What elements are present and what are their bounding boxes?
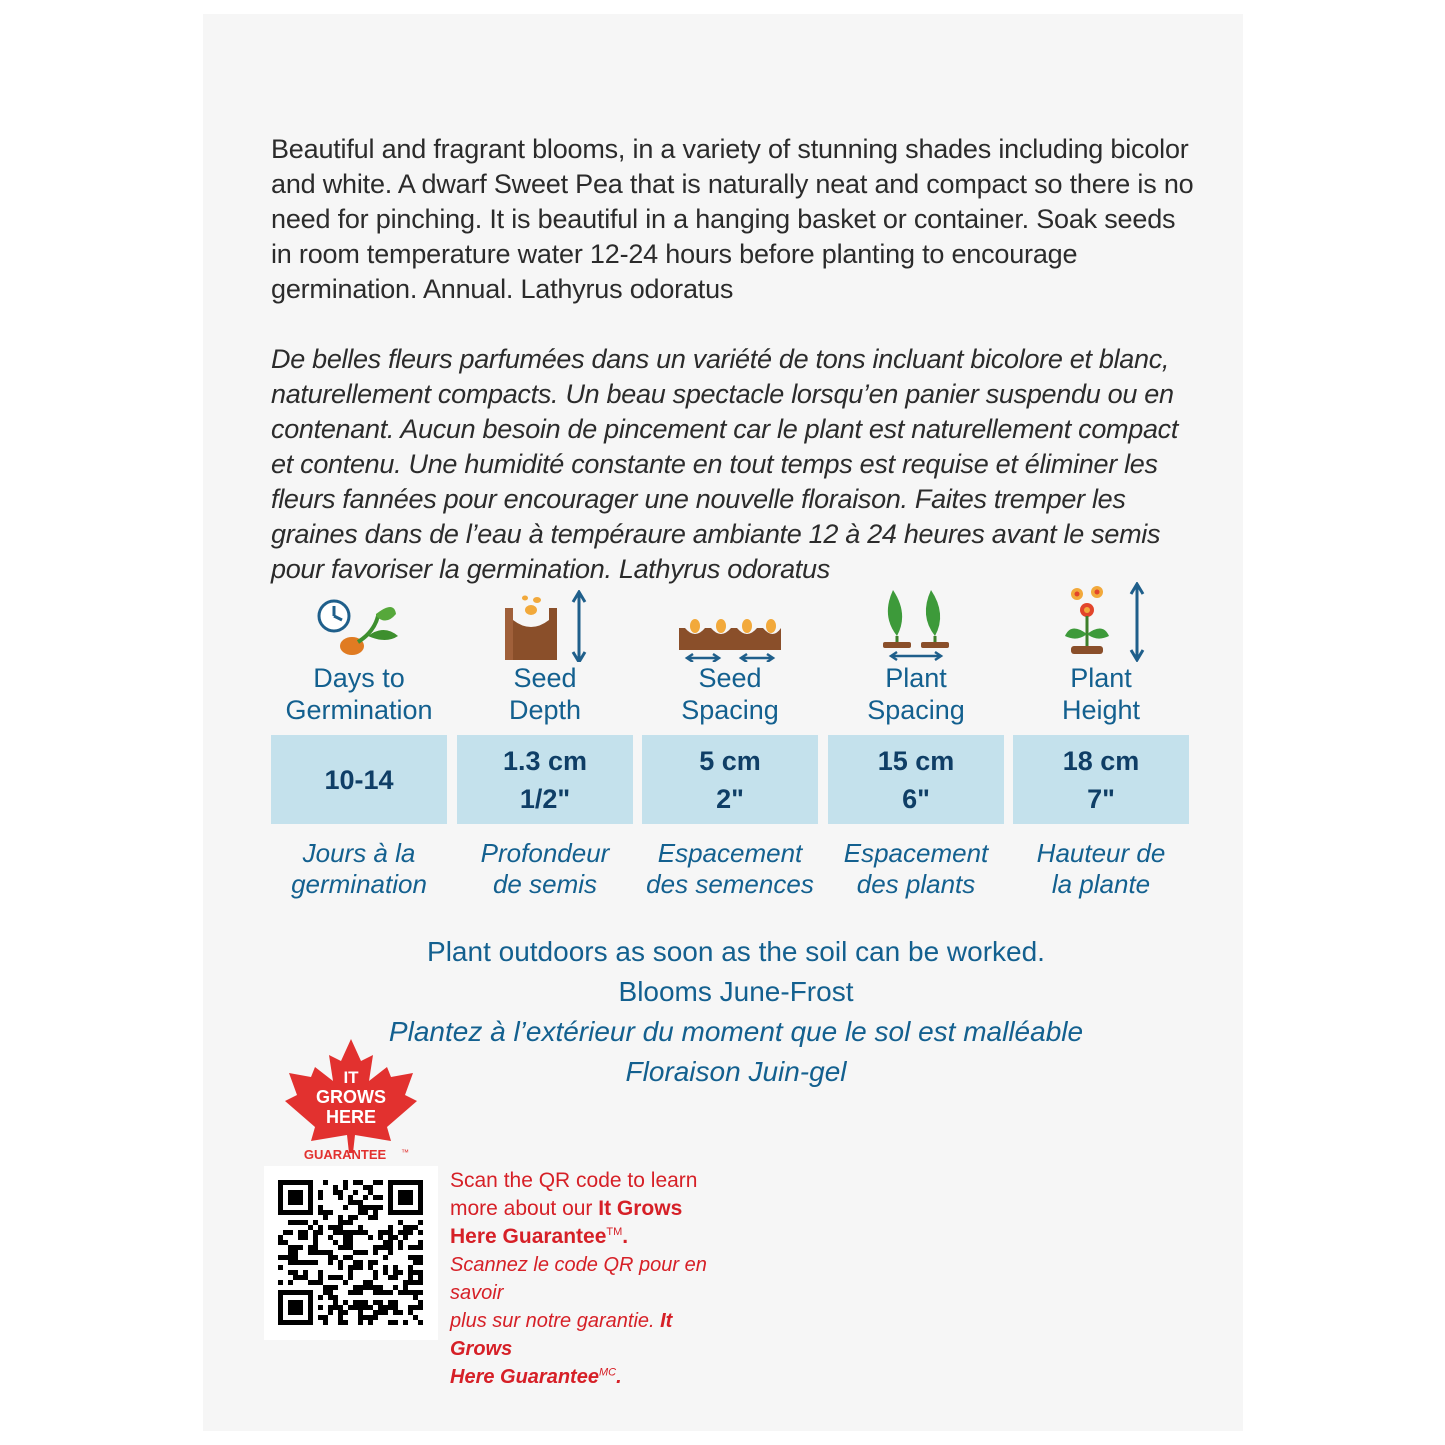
spec-label-fr-seed-depth: Profondeur de semis bbox=[480, 838, 610, 899]
spec-label-en: Days to Germination bbox=[285, 663, 433, 725]
planting-fr: Plantez à l’extérieur du moment que le sol est malléable bbox=[388, 1016, 1084, 1047]
spec-label-fr-germination: Jours à la germination bbox=[291, 838, 427, 899]
maple-leaf-icon bbox=[283, 1037, 419, 1163]
spec-column-germination bbox=[271, 578, 447, 726]
spec-value-seed-spacing: 5 cm 2" bbox=[642, 735, 818, 824]
guarantee-text: Scan the QR code to learn more about our It Grows Here Guarantee™. Scannez le code QR pour en savoir plus sur notre garantie. It Grows Here Guarantee$^{MC}$. bbox=[450, 1169, 707, 1388]
spec-label-en: Plant Spacing bbox=[867, 663, 965, 725]
blooms-en: Blooms June-Frost bbox=[618, 976, 854, 1007]
it-grows-here-badge bbox=[283, 1037, 419, 1168]
spec-column-seed-depth bbox=[457, 578, 633, 726]
spec-label-en: Seed Spacing bbox=[681, 663, 779, 725]
spec-label-fr-seed-spacing: Espacement des semences bbox=[646, 838, 814, 899]
spec-value-plant-spacing: 15 cm 6" bbox=[828, 735, 1004, 824]
spec-column-plant-height bbox=[1013, 578, 1189, 726]
blooms-fr: Floraison Juin-gel bbox=[625, 1056, 847, 1087]
spec-label-fr-plant-spacing: Espacement des plants bbox=[843, 838, 989, 899]
spec-label-en: Seed Depth bbox=[508, 663, 582, 725]
english-description: Beautiful and fragrant blooms, in a variety of stunning shades including bicolor and white. A dwarf Sweet Pea that is naturally neat and compact so there is no need for pinching. It is beautiful in a hanging basket or container. Soak seeds in room temperature water 12-24 hours before planting to encourage germination. Annual. Lathyrus odoratus bbox=[271, 134, 1194, 304]
clock-sprout-icon bbox=[271, 578, 447, 662]
spec-value-germination: 10-14 bbox=[271, 735, 447, 824]
spec-label-en: Plant Height bbox=[1061, 663, 1141, 725]
plant-spacing-icon bbox=[828, 578, 1004, 662]
spec-column-seed-spacing bbox=[642, 578, 818, 726]
spec-column-plant-spacing bbox=[828, 578, 1004, 726]
plant-height-icon bbox=[1013, 578, 1189, 662]
spec-value-plant-height: 18 cm 7" bbox=[1013, 735, 1189, 824]
qr-code[interactable] bbox=[264, 1166, 438, 1340]
french-description: De belles fleurs parfumées dans un variété de tons incluant bicolore et blanc, naturellement compacts. Un beau spectacle lorsqu’en panier suspendu ou en contenant. Aucun besoin de pincement car le plant est naturellement compact et contenu. Une humidité constante en tout temps est requise et éliminer les fleurs fannées pour encourager une nouvelle floraison. Faites tremper les graines dans de l’eau à tempéraure ambiante 12 à 24 heures avant le semis pour favoriser la germination. Lathyrus odoratus bbox=[271, 344, 1179, 584]
seed-spacing-icon bbox=[642, 578, 818, 662]
seed-depth-icon bbox=[457, 578, 633, 662]
badge-line3: HERE bbox=[325, 1107, 377, 1127]
badge-tm: ™ bbox=[401, 1148, 409, 1157]
spec-label-fr-plant-height: Hauteur de la plante bbox=[1036, 838, 1166, 899]
spec-value-seed-depth: 1.3 cm 1/2" bbox=[457, 735, 633, 824]
badge-line4: GUARANTEE bbox=[303, 1147, 387, 1162]
badge-line2: GROWS bbox=[316, 1087, 386, 1107]
planting-en: Plant outdoors as soon as the soil can be worked. bbox=[427, 936, 1045, 967]
badge-line1: IT bbox=[343, 1068, 359, 1087]
